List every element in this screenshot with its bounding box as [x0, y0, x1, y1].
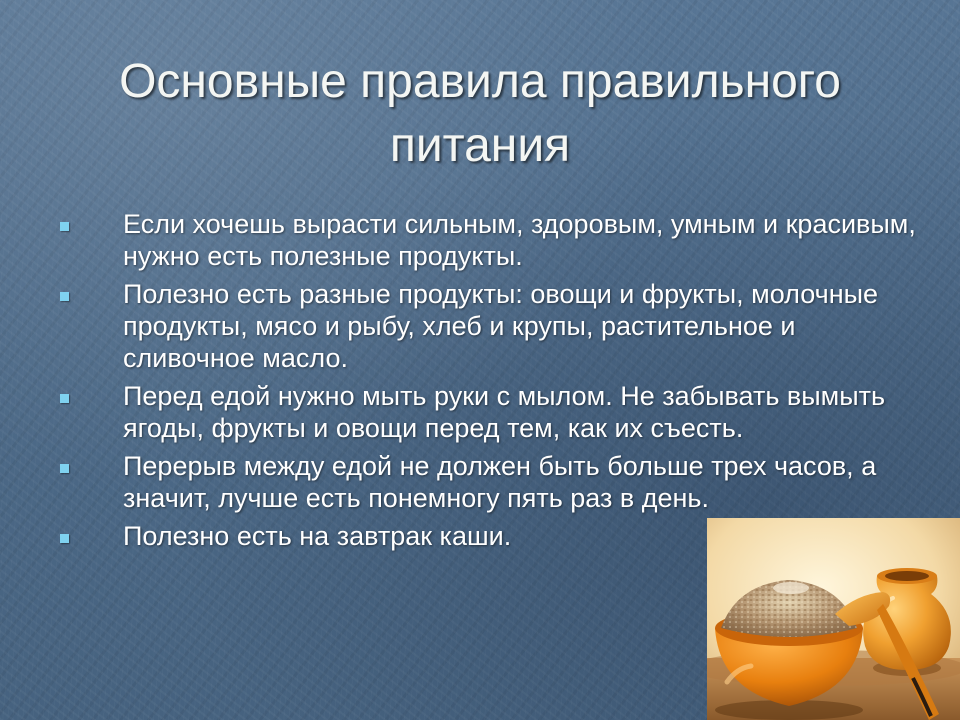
bullet-text: Если хочешь вырасти сильным, здоровым, умным и красивым, нужно есть полезные продукты. [123, 209, 916, 271]
bullet-text: Перед едой нужно мыть руки с мылом. Не забывать вымыть ягоды, фрукты и овощи перед тем, как их съесть. [123, 381, 886, 443]
square-bullet-icon [60, 292, 69, 301]
square-bullet-icon [60, 222, 69, 231]
square-bullet-icon [60, 534, 69, 543]
bullet-item [56, 278, 916, 374]
bullet-text: Полезно есть на завтрак каши. [123, 521, 512, 551]
slide-title: Основные правила правильного питания [119, 55, 841, 172]
bullet-text: Полезно есть разные продукты: овощи и фрукты, молочные продукты, мясо и рыбу, хлеб и крупы, растительное и сливочное масло. [123, 279, 879, 373]
bullet-item [56, 450, 916, 514]
square-bullet-icon [60, 464, 69, 473]
square-bullet-icon [60, 394, 69, 403]
bullet-list [56, 208, 916, 558]
bullet-text: Перерыв между едой не должен быть больше трех часов, а значит, лучше есть понемногу пять раз в день. [123, 451, 877, 513]
bullet-item [56, 380, 916, 444]
bullet-item [56, 208, 916, 272]
porridge-bowl-photo [707, 518, 960, 720]
